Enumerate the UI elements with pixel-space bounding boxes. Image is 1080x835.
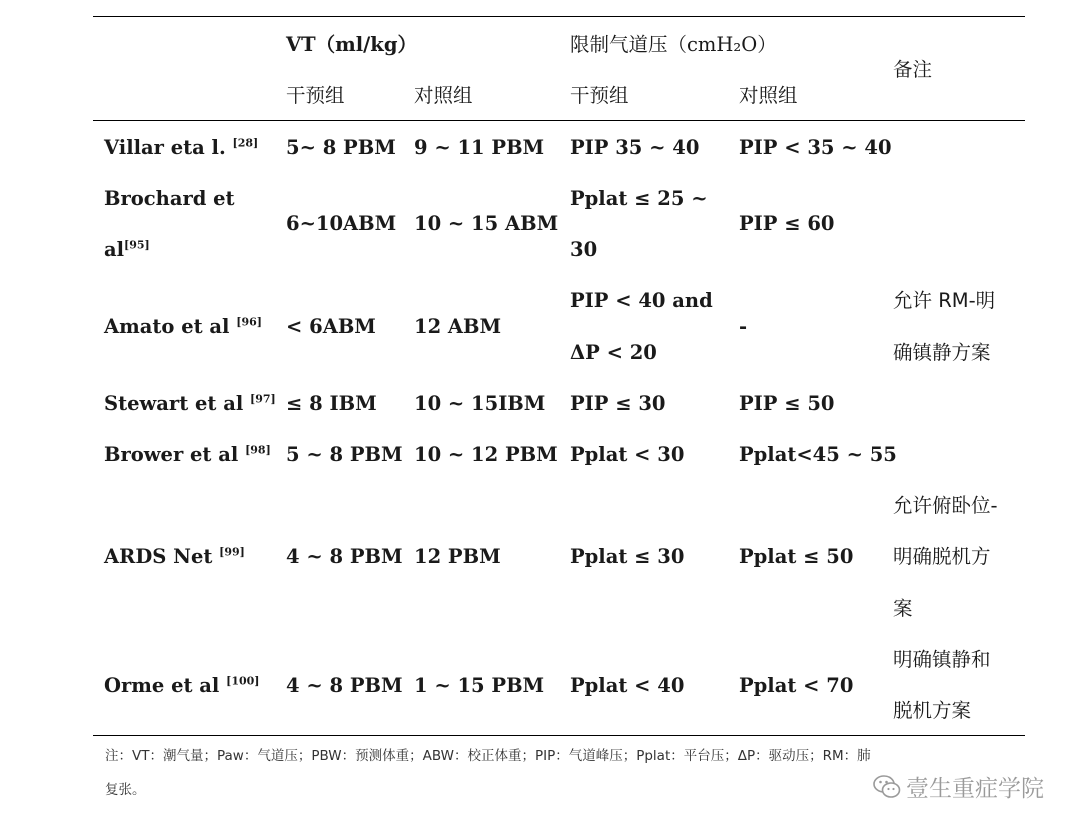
- study-name: Brower et al [98]: [104, 443, 271, 466]
- aw-intervention-value: PIP ≤ 30: [570, 392, 666, 415]
- study-name-cont: al[95]: [104, 238, 150, 261]
- remark-text: 允许俯卧位-: [893, 494, 998, 517]
- aw-control-value: Pplat<45 ~ 55: [739, 443, 897, 466]
- aw-intervention-value: Pplat ≤ 30: [570, 545, 685, 568]
- aw-intervention-value-cont: ΔP < 20: [570, 341, 657, 364]
- table-top-rule: [93, 16, 1025, 17]
- vt-intervention-value: 4 ~ 8 PBM: [286, 545, 403, 568]
- remark-text-cont: 明确脱机方: [893, 545, 991, 568]
- vt-intervention-value: 5 ~ 8 PBM: [286, 443, 403, 466]
- vt-control-value: 9 ~ 11 PBM: [414, 136, 545, 159]
- vt-intervention-value: < 6ABM: [286, 315, 376, 338]
- vt-control-value: 10 ~ 15IBM: [414, 392, 546, 415]
- remark-text: 允许 RM-明: [893, 289, 996, 312]
- remark-text-cont: 案: [893, 597, 913, 620]
- aw-intervention-value: PIP < 40 and: [570, 289, 713, 312]
- vt-control-value: 12 ABM: [414, 315, 502, 338]
- header-remarks: 备注: [893, 58, 933, 81]
- study-name: Amato et al [96]: [104, 315, 262, 338]
- aw-control-value: -: [739, 315, 748, 338]
- watermark-text: 壹生重症学院: [906, 776, 1044, 802]
- aw-control-value: PIP ≤ 50: [739, 392, 835, 415]
- aw-control-value: PIP ≤ 60: [739, 212, 835, 235]
- header-vt-intervention: 干预组: [286, 84, 345, 107]
- study-name: Villar eta l. [28]: [104, 136, 259, 159]
- aw-intervention-value: Pplat < 40: [570, 674, 685, 697]
- wechat-logo-icon: [872, 774, 902, 806]
- vt-intervention-value: 4 ~ 8 PBM: [286, 674, 403, 697]
- header-airway-pressure: 限制气道压（cmH₂O）: [570, 33, 777, 56]
- study-name: Stewart et al [97]: [104, 392, 276, 415]
- table-bottom-rule: [93, 735, 1025, 736]
- vt-intervention-value: 6~10ABM: [286, 212, 397, 235]
- vt-control-value: 12 PBM: [414, 545, 501, 568]
- remark-text: 明确镇静和: [893, 648, 991, 671]
- footnote-line: 注：VT：潮气量；Paw：气道压；PBW：预测体重；ABW：校正体重；PIP：气道峰压；Pplat：平台压；ΔP：驱动压；RM：肺: [105, 748, 871, 764]
- aw-intervention-value-cont: 30: [570, 238, 598, 261]
- aw-control-value: PIP < 35 ~ 40: [739, 136, 892, 159]
- header-vt-control: 对照组: [414, 84, 473, 107]
- header-vt: VT（ml/kg）: [286, 33, 417, 56]
- study-name: ARDS Net [99]: [104, 545, 245, 568]
- study-name: Orme et al [100]: [104, 674, 260, 697]
- table-header-rule: [93, 120, 1025, 121]
- vt-intervention-value: ≤ 8 IBM: [286, 392, 377, 415]
- vt-intervention-value: 5~ 8 PBM: [286, 136, 396, 159]
- vt-control-value: 10 ~ 12 PBM: [414, 443, 558, 466]
- header-aw-control: 对照组: [739, 84, 798, 107]
- header-aw-intervention: 干预组: [570, 84, 629, 107]
- remark-text-cont: 确镇静方案: [893, 341, 991, 364]
- vt-control-value: 1 ~ 15 PBM: [414, 674, 545, 697]
- aw-control-value: Pplat ≤ 50: [739, 545, 854, 568]
- watermark: [872, 770, 1044, 806]
- vt-control-value: 10 ~ 15 ABM: [414, 212, 559, 235]
- aw-intervention-value: PIP 35 ~ 40: [570, 136, 700, 159]
- study-name: Brochard et: [104, 187, 235, 210]
- remark-text-cont: 脱机方案: [893, 699, 972, 722]
- footnote-line-cont: 复张。: [105, 782, 146, 798]
- aw-intervention-value: Pplat < 30: [570, 443, 685, 466]
- aw-control-value: Pplat < 70: [739, 674, 854, 697]
- aw-intervention-value: Pplat ≤ 25 ~: [570, 187, 708, 210]
